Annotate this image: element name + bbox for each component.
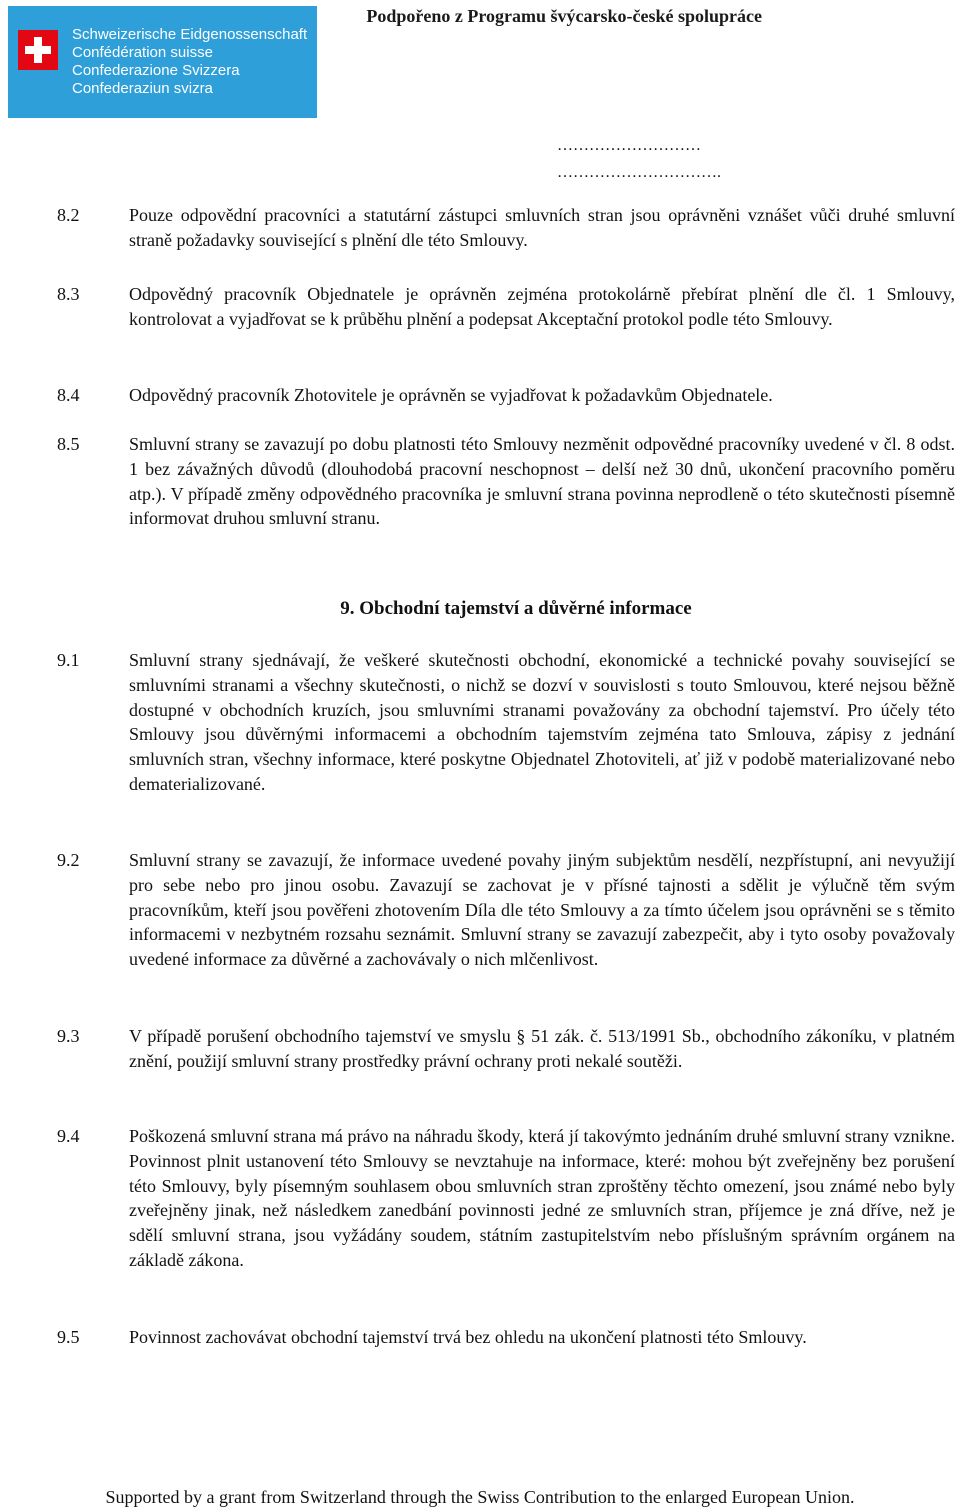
paragraph-text: Pouze odpovědní pracovníci a statutární zástupci smluvních stran jsou oprávněni vznášet vůči druhé smluvní straně požadavky související s plnění dle této Smlouvy. xyxy=(129,205,955,250)
paragraph-text: Odpovědný pracovník Objednatele je oprávněn zejména protokolárně přebírat plnění dle čl. 1 Smlouvy, kontrolovat a vyjadřovat se k průběhu plnění a podepsat Akceptační protokol podle této Smlouvy. xyxy=(129,284,955,329)
paragraph-number: 9.5 xyxy=(57,1327,80,1347)
paragraph-text: Smluvní strany se zavazují, že informace uvedené povahy jiným subjektům nesdělí, nezpřístupní, ani nevyužijí pro sebe nebo pro jinou osobu. Zavazují se zachovat je v přísné tajnosti a sdělit je výlučně těm svým pracovníkům, kteří jsou pověřeni zhotovením Díla dle této Smlouvy a za tímto účelem jsou oprávněni se s těmito informacemi v nezbytném rozsahu seznámit. Smluvní strany se zavazují zabezpečit, aby i tyto osoby považovaly uvedené informace za důvěrné a zachovávaly o nich mlčenlivost. xyxy=(129,850,955,970)
paragraph-number: 8.5 xyxy=(57,434,80,454)
paragraph-9-4 xyxy=(57,1124,955,1273)
paragraph-number: 9.4 xyxy=(57,1126,80,1146)
paragraph-9-3 xyxy=(57,1024,955,1074)
footer-text: Supported by a grant from Switzerland through the Swiss Contribution to the enlarged European Union. xyxy=(105,1487,855,1507)
header-text: Podpořeno z Programu švýcarsko-české spolupráce xyxy=(366,6,762,26)
paragraph-number: 9.3 xyxy=(57,1026,80,1046)
paragraph-number: 9.2 xyxy=(57,850,80,870)
swiss-confederation-logo xyxy=(8,6,317,118)
logo-line: Confederaziun svizra xyxy=(72,80,213,97)
paragraph-9-2 xyxy=(57,848,955,972)
section-heading xyxy=(0,598,960,620)
logo-line: Confédération suisse xyxy=(72,44,213,61)
logo-line: Schweizerische Eidgenossenschaft xyxy=(72,26,308,43)
paragraph-text: Poškozená smluvní strana má právo na náhradu škody, která jí takovýmto jednáním druhé smluvní strany vznikne. Povinnost plnit ustanovení této Smlouvy se nevztahuje na informace, které: mohou být zveřejněny bez porušení této Smlouvy, byly písemným souhlasem obou smluvních stran zproštěny těchto omezení, jsou známé nebo byly zveřejněny jinak, než následkem zanedbání povinnosti jedné ze smluvních stran, příjemce je zná dříve, než je sdělí smluvní strana, jsou vyžádány soudem, státním zastupitelstvím nebo příslušným správním orgánem na základě zákona. xyxy=(129,1126,955,1270)
paragraph-8-4 xyxy=(57,383,955,408)
paragraph-text: Povinnost zachovávat obchodní tajemství trvá bez ohledu na ukončení platnosti této Smlouvy. xyxy=(129,1327,807,1347)
paragraph-text: V případě porušení obchodního tajemství ve smyslu § 51 zák. č. 513/1991 Sb., obchodního zákoníku, v platném znění, použijí smluvní strany prostředky právní ochrany proti nekalé soutěži. xyxy=(129,1026,955,1071)
paragraph-8-2 xyxy=(57,203,955,253)
swiss-flag-icon xyxy=(18,30,58,70)
paragraph-9-5 xyxy=(57,1325,955,1350)
logo-line: Confederazione Svizzera xyxy=(72,62,240,79)
paragraph-number: 8.3 xyxy=(57,284,80,304)
paragraph-number: 8.2 xyxy=(57,205,80,225)
placeholder-dots-2: …………………………. xyxy=(557,164,721,181)
paragraph-number: 8.4 xyxy=(57,385,80,405)
paragraph-number: 9.1 xyxy=(57,650,80,670)
logo-text xyxy=(72,26,312,98)
paragraph-8-5 xyxy=(57,432,955,531)
paragraph-8-3 xyxy=(57,282,955,332)
paragraph-text: Smluvní strany sjednávají, že veškeré skutečnosti obchodní, ekonomické a technické povahy související se smluvními stranami a všechny skutečnosti, o nichž se dozví v souvislosti s touto Smlouvou, které nejsou běžně dostupné v obchodních kruzích, jsou smluvními stranami považovány za obchodní tajemství. Pro účely této Smlouvy jsou důvěrnými informacemi a obchodním tajemstvím zejména tato Smlouva, zápisy z jednání smluvních stran, všechny informace, které poskytne Objednatel Zhotoviteli, ať již v podobě materializované nebo dematerializované. xyxy=(129,650,955,794)
section-title: 9. Obchodní tajemství a důvěrné informace xyxy=(340,598,692,619)
paragraph-9-1 xyxy=(57,648,955,797)
paragraph-text: Smluvní strany se zavazují po dobu platnosti této Smlouvy nezměnit odpovědné pracovníky uvedené v čl. 8 odst. 1 bez závažných důvodů (dlouhodobá pracovní neschopnost – delší než 30 dnů, ukončení pracovního poměru atp.). V případě změny odpovědného pracovníka je smluvní strana povinna neprodleně o této skutečnosti písemně informovat druhou smluvní stranu. xyxy=(129,434,955,529)
placeholder-dots-1: ……………………… xyxy=(557,137,701,154)
paragraph-text: Odpovědný pracovník Zhotovitele je oprávněn se vyjadřovat k požadavkům Objednatele. xyxy=(129,385,773,405)
